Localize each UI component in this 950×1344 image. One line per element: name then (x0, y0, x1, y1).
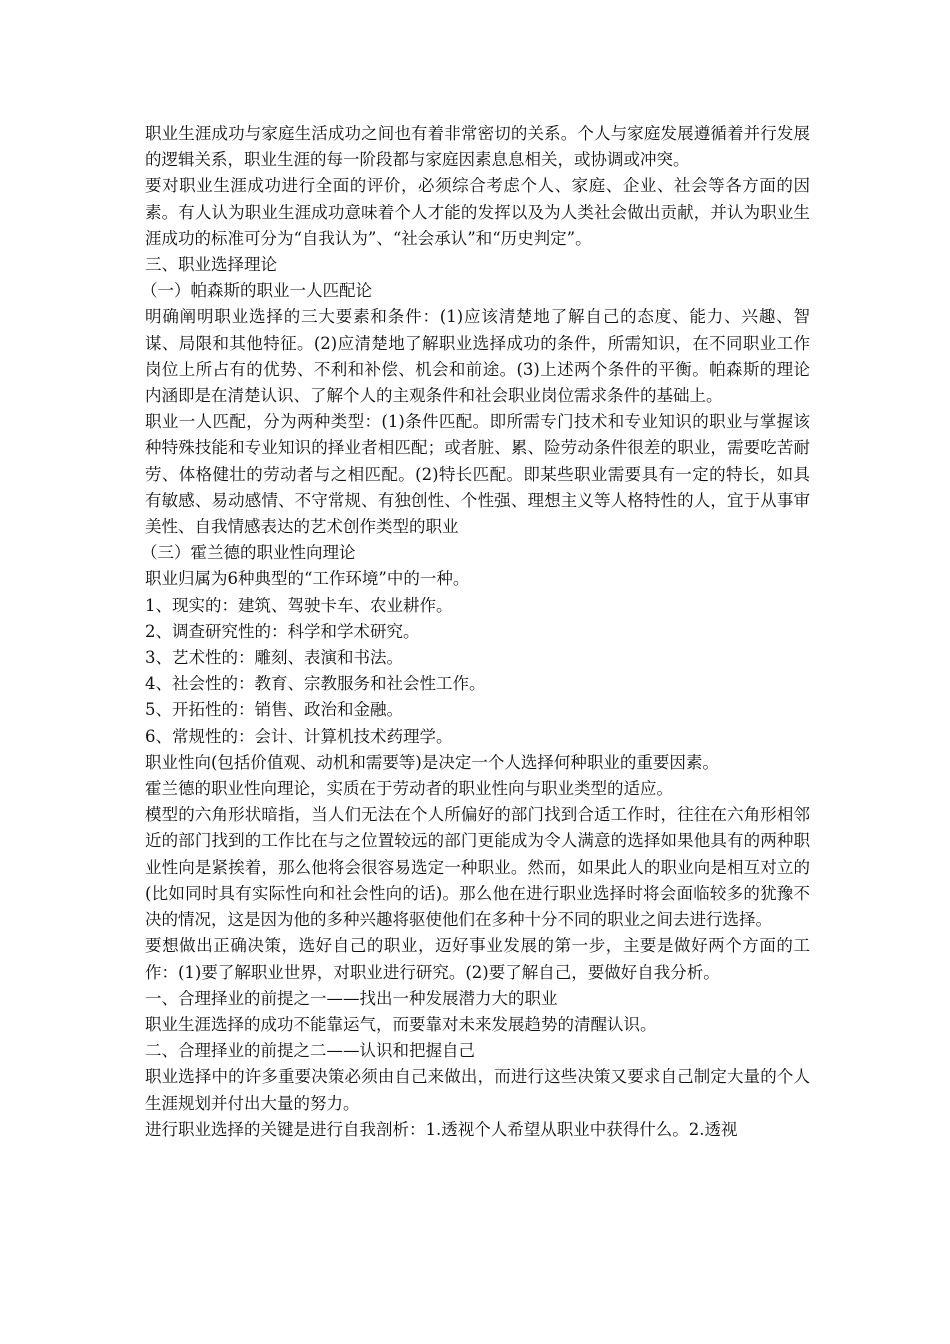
paragraph-career-orientation: 职业性向(包括价值观、动机和需要等)是决定一个人选择何种职业的重要因素。 (145, 752, 719, 772)
heading-premise-two: 二、合理择业的前提之二——认识和把握自己 (145, 1041, 475, 1061)
list-item-conventional: 6、常规性的：会计、计算机技术药理学。 (145, 726, 453, 746)
paragraph-correct-decision: 要想做出正确决策，选好自己的职业，迈好事业发展的第一步，主要是做好两个方面的工作：(1)要了解职业世界，对职业进行研究。(2)要了解自己，要做好自我分析。 (145, 936, 810, 982)
list-item-enterprising: 5、开拓性的：销售、政治和金融。 (145, 700, 403, 720)
paragraph-matching-types: 职业一人匹配，分为两种类型：(1)条件匹配。即所需专门技术和专业知识的职业与掌握该种特殊技能和专业知识的择业者相匹配；或者脏、累、险劳动条件很差的职业，需要吃苦耐劳、体格健壮的劳动者与之相匹配。(2)特长匹配。即某些职业需要具有一定的特长，如具有敏感、易动感情、不守常规、有独创性、个性强、理想主义等人格特性的人，宜于从事审美性、自我情感表达的艺术创作类型的职业 (145, 412, 810, 537)
list-item-artistic: 3、艺术性的：雕刻、表演和书法。 (145, 648, 403, 668)
list-item-social: 4、社会性的：教育、宗教服务和社会性工作。 (145, 674, 486, 694)
paragraph-six-environments: 职业归属为6种典型的“工作环境”中的一种。 (145, 569, 470, 589)
paragraph-self-decisions: 职业选择中的许多重要决策必须由自己来做出，而进行这些决策又要求自己制定大量的个人生涯规划并付出大量的努力。 (145, 1067, 810, 1113)
document-page (141, 121, 810, 1143)
paragraph-self-analysis: 进行职业选择的关键是进行自我剖析：1.透视个人希望从职业中获得什么。2.透视 (145, 1119, 738, 1139)
paragraph-three-elements: 明确阐明职业选择的三大要素和条件：(1)应该清楚地了解自己的态度、能力、兴趣、智谋、局限和其他特征。(2)应清楚地了解职业选择成功的条件，所需知识，在不同职业工作岗位上所占有的优势、不利和补偿、机会和前途。(3)上述两个条件的平衡。帕森斯的理论内涵即是在清楚认识、了解个人的主观条件和社会职业岗位需求条件的基础上。 (145, 307, 810, 406)
section-heading-career-choice-theory: 三、职业选择理论 (145, 255, 277, 275)
heading-premise-one: 一、合理择业的前提之一——找出一种发展潜力大的职业 (145, 988, 558, 1008)
paragraph-family-career: 职业生涯成功与家庭生活成功之间也有着非常密切的关系。个人与家庭发展遵循着并行发展的逻辑关系，职业生涯的每一阶段都与家庭因素息息相关，或协调或冲突。 (145, 124, 810, 170)
list-item-investigative: 2、调查研究性的：科学和学术研究。 (145, 621, 420, 641)
subheading-holland-theory: （三）霍兰德的职业性向理论 (141, 543, 356, 563)
subheading-parsons-theory: （一）帕森斯的职业一人匹配论 (141, 281, 372, 301)
list-item-realistic: 1、现实的：建筑、驾驶卡车、农业耕作。 (145, 595, 453, 615)
paragraph-career-evaluation: 要对职业生涯成功进行全面的评价，必须综合考虑个人、家庭、企业、社会等各方面的因素。有人认为职业生涯成功意味着个人才能的发挥以及为人类社会做出贡献，并认为职业生涯成功的标准可分为“自我认为”、“社会承认”和“历史判定”。 (145, 176, 810, 248)
paragraph-holland-essence: 霍兰德的职业性向理论，实质在于劳动者的职业性向与职业类型的适应。 (145, 779, 673, 799)
paragraph-hexagon-model: 模型的六角形状暗指，当人们无法在个人所偏好的部门找到合适工作时，往往在六角形相邻近的部门找到的工作比在与之位置较远的部门更能成为令人满意的选择如果他具有的两种职业性向是紧挨着，那么他将会很容易选定一种职业。然而，如果此人的职业向是相互对立的(比如同时具有实际性向和社会性向的话)。那么他在进行职业选择时将会面临较多的犹豫不决的情况，这是因为他的多种兴趣将驱使他们在多种十分不同的职业之间去进行选择。 (145, 805, 810, 930)
paragraph-not-luck: 职业生涯选择的成功不能靠运气，而要靠对未来发展趋势的清醒认识。 (145, 1014, 657, 1034)
